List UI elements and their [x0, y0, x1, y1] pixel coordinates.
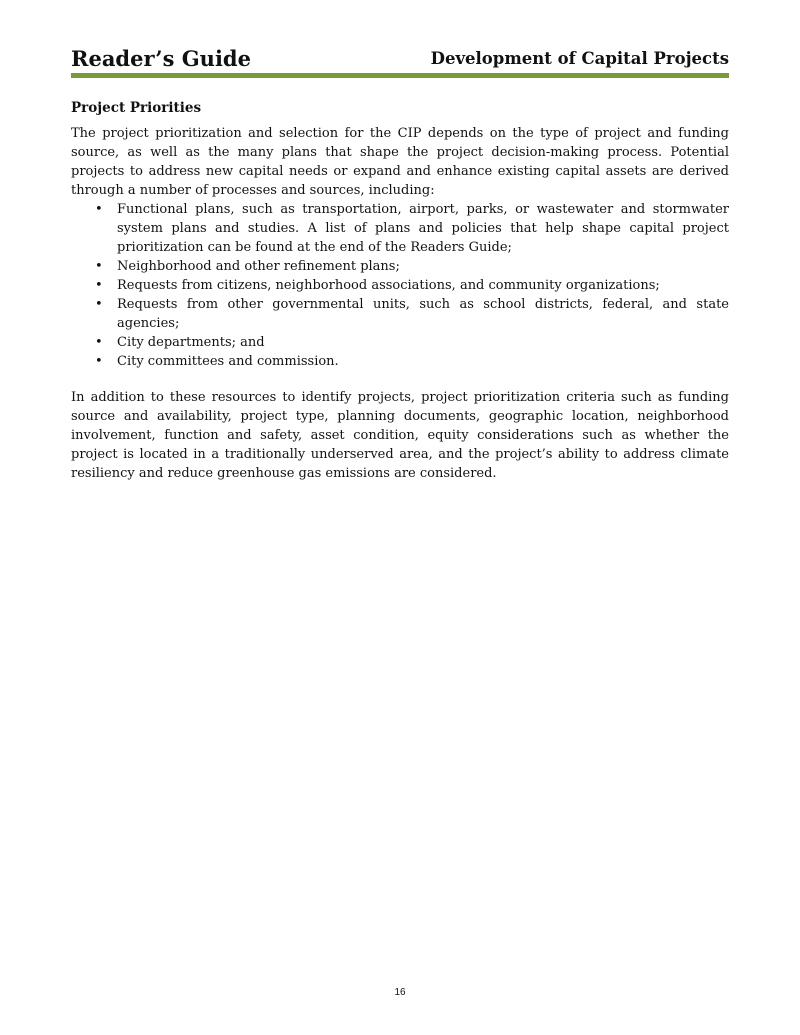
- intro-paragraph: The project prioritization and selection for the CIP depends on the type of project and funding source, as well as the many plans that shape the project decision-making process. Potential projects to address new capital needs or expand and enhance existing capital assets are derived through a number of processes and sources, including:: [71, 126, 729, 198]
- list-item: [71, 257, 729, 276]
- list-item: [71, 333, 729, 352]
- list-item-text: Functional plans, such as transportation, airport, parks, or wastewater and stormwater system plans and studies. A list of plans and policies that help shape capital project prioritization can be found at the end of the Readers Guide;: [117, 202, 729, 255]
- list-item-text: Neighborhood and other refinement plans;: [117, 259, 400, 274]
- bullet-icon: •: [95, 335, 103, 350]
- bullet-icon: •: [95, 278, 103, 293]
- header-right-title: Development of Capital Projects: [430, 49, 729, 68]
- list-item-text: City departments; and: [117, 335, 265, 350]
- document-page: [71, 0, 729, 1035]
- header-rule: [71, 73, 729, 78]
- bullet-icon: •: [95, 354, 103, 369]
- list-item-text: Requests from other governmental units, such as school districts, federal, and state agencies;: [117, 297, 729, 331]
- bullet-icon: •: [95, 259, 103, 274]
- list-item: [71, 200, 729, 257]
- list-item-text: Requests from citizens, neighborhood associations, and community organizations;: [117, 278, 660, 293]
- bullet-icon: •: [95, 202, 103, 217]
- page-header: [71, 46, 729, 72]
- list-item: [71, 352, 729, 371]
- sources-list: [71, 200, 729, 371]
- bullet-icon: •: [95, 297, 103, 312]
- criteria-paragraph: In addition to these resources to identify projects, project prioritization criteria such as funding source and availability, project type, planning documents, geographic location, neighborhood involvement, function and safety, asset condition, equity considerations such as whether the project is located in a traditionally underserved area, and the project’s ability to address climate resiliency and reduce greenhouse gas emissions are considered.: [71, 390, 729, 481]
- list-item: [71, 295, 729, 333]
- section-title: Project Priorities: [71, 100, 202, 116]
- list-item-text: City committees and commission.: [117, 354, 339, 369]
- list-item: [71, 276, 729, 295]
- header-left-title: Reader’s Guide: [71, 46, 251, 71]
- page-number: 16: [394, 987, 406, 998]
